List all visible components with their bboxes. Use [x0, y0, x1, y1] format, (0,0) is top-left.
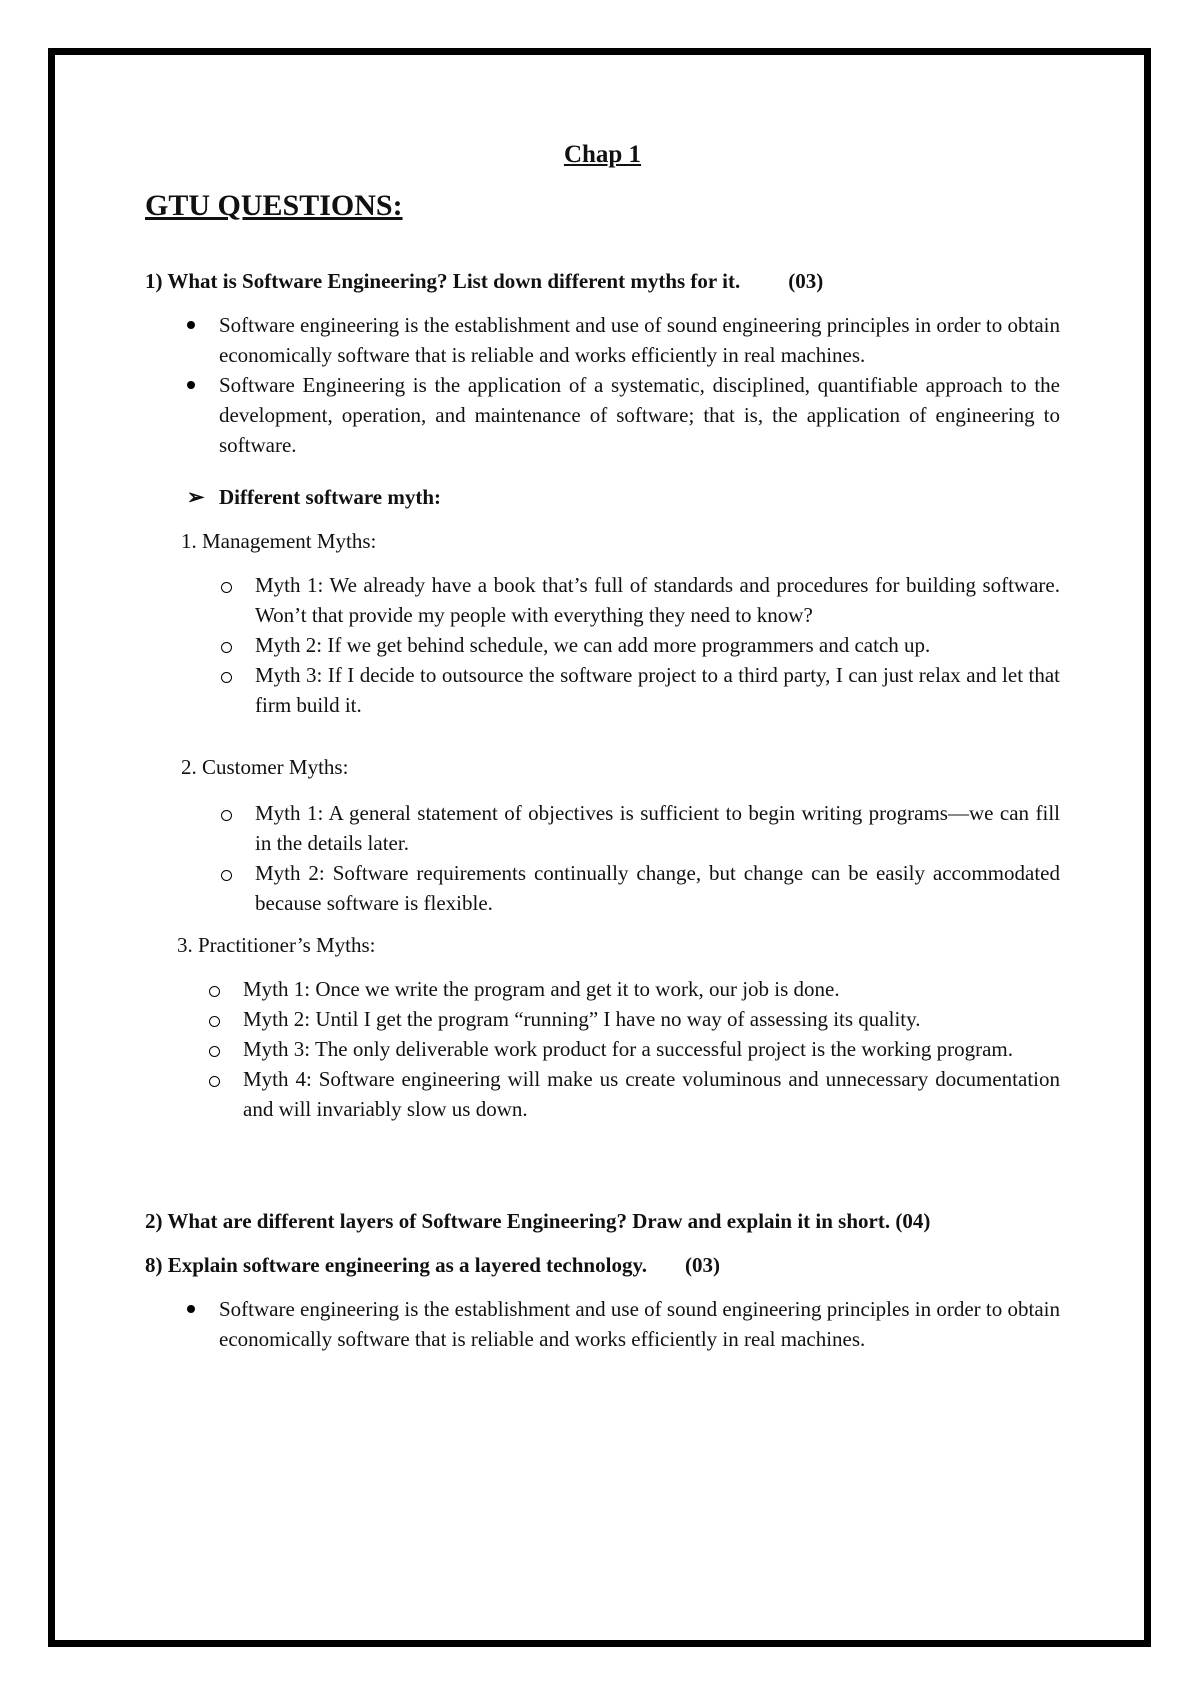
list-item: Myth 3: The only deliverable work product for a successful project is the working program.: [145, 1034, 1060, 1064]
customer-myths-title: 2. Customer Myths:: [181, 755, 349, 779]
question-2: 2) What are different layers of Software Engineering? Draw and explain it in short. (04): [145, 1209, 931, 1233]
management-myths-title: 1. Management Myths:: [181, 529, 377, 553]
practitioner-myths-title: 3. Practitioner’s Myths:: [177, 933, 376, 957]
practitioner-myths-list: [145, 974, 1060, 1124]
list-item: Myth 2: If we get behind schedule, we can add more programmers and catch up.: [145, 630, 1060, 660]
definition-list: [145, 310, 1060, 460]
question-1-text: 1) What is Software Engineering? List down different myths for it.: [145, 269, 741, 293]
list-item: Myth 2: Until I get the program “running” I have no way of assessing its quality.: [145, 1004, 1060, 1034]
customer-myths-list: [145, 798, 1060, 918]
management-myths-list: [145, 570, 1060, 720]
layered-definition-list: [145, 1294, 1060, 1354]
arrowhead-icon: ➢: [187, 485, 205, 509]
chapter-title: Chap 1: [563, 141, 642, 168]
myth-heading-text: Different software myth:: [219, 485, 441, 509]
list-item: Software engineering is the establishment and use of sound engineering principles in order to obtain economically software that is reliable and works efficiently in real machines.: [145, 1294, 1060, 1354]
list-item: Myth 1: Once we write the program and get it to work, our job is done.: [145, 974, 1060, 1004]
section-heading: GTU QUESTIONS:: [145, 189, 403, 222]
list-item: Myth 1: A general statement of objectives is sufficient to begin writing programs—we can fill in the details later.: [145, 798, 1060, 858]
question-1: [145, 268, 1060, 294]
list-item: Myth 2: Software requirements continually change, but change can be easily accommodated because software is flexible.: [145, 858, 1060, 918]
list-item: Software Engineering is the application of a systematic, disciplined, quantifiable approach to the development, operation, and maintenance of software; that is, the application of engineering to software.: [145, 370, 1060, 460]
document-body: [145, 140, 1060, 1354]
list-item: Myth 3: If I decide to outsource the software project to a third party, I can just relax and let that firm build it.: [145, 660, 1060, 720]
question-1-marks: (03): [788, 269, 824, 293]
question-8-text: 8) Explain software engineering as a layered technology.: [145, 1253, 648, 1277]
question-8-marks: (03): [685, 1253, 721, 1277]
list-item: Software engineering is the establishment and use of sound engineering principles in order to obtain economically software that is reliable and works efficiently in real machines.: [145, 310, 1060, 370]
list-item: Myth 4: Software engineering will make us create voluminous and unnecessary documentation and will invariably slow us down.: [145, 1064, 1060, 1124]
question-8: [145, 1252, 1060, 1278]
myth-heading: [145, 484, 1060, 510]
list-item: Myth 1: We already have a book that’s full of standards and procedures for building software. Won’t that provide my people with everything they need to know?: [145, 570, 1060, 630]
